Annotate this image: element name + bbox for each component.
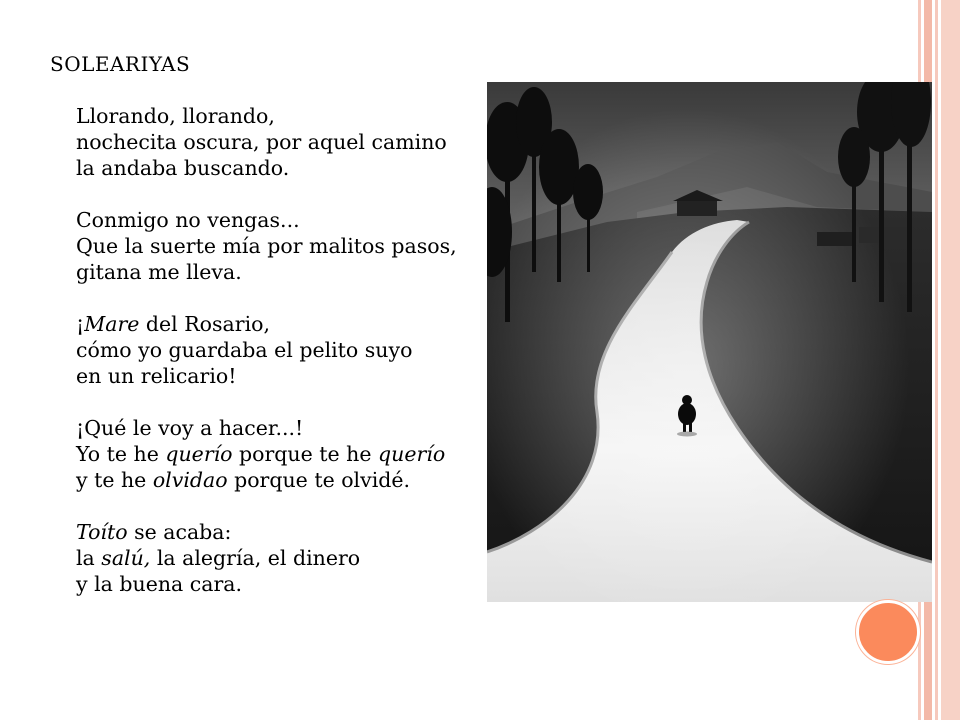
line-text: del Rosario, bbox=[139, 312, 270, 336]
italic-word: querío bbox=[378, 442, 446, 466]
line-text: ¡ bbox=[76, 312, 85, 336]
italic-word: olvidao bbox=[152, 468, 228, 492]
border-stripe bbox=[941, 0, 960, 720]
poem-line bbox=[76, 415, 457, 441]
line-text: porque te he bbox=[232, 442, 379, 466]
poem-stanza bbox=[76, 311, 457, 389]
poem-stanza bbox=[76, 519, 457, 597]
line-text: la alegría, el dinero bbox=[150, 546, 361, 570]
italic-word: querío bbox=[165, 442, 233, 466]
poem-line bbox=[76, 363, 457, 389]
poem-body bbox=[76, 103, 457, 597]
line-text: Yo te he bbox=[76, 442, 166, 466]
poem-line bbox=[76, 103, 457, 129]
line-text: Llorando, llorando, bbox=[76, 104, 275, 128]
poem-line bbox=[76, 259, 457, 285]
italic-word: Toíto bbox=[76, 520, 128, 544]
poem-line bbox=[76, 571, 457, 597]
line-text: gitana me lleva. bbox=[76, 260, 242, 284]
poem-line bbox=[76, 337, 457, 363]
line-text: y la buena cara. bbox=[76, 572, 243, 596]
poem-line bbox=[76, 467, 457, 493]
poem-line bbox=[76, 545, 457, 571]
line-text: nochecita oscura, por aquel camino bbox=[76, 130, 447, 154]
poem-stanza bbox=[76, 207, 457, 285]
line-text: Conmigo no vengas... bbox=[76, 208, 300, 232]
line-text: ¡Qué le voy a hacer...! bbox=[76, 416, 304, 440]
line-text: Que la suerte mía por malitos pasos, bbox=[76, 234, 457, 258]
poem-line bbox=[76, 207, 457, 233]
orange-circle-decoration bbox=[856, 600, 920, 664]
line-text: y te he bbox=[76, 468, 153, 492]
poem-line bbox=[76, 233, 457, 259]
poem-stanza bbox=[76, 415, 457, 493]
poem-line bbox=[76, 441, 457, 467]
poem-line bbox=[76, 311, 457, 337]
poem-line bbox=[76, 129, 457, 155]
slide-title: SOLEARIYAS bbox=[50, 52, 191, 76]
border-stripe bbox=[935, 0, 938, 720]
poem-stanza bbox=[76, 103, 457, 181]
italic-word: Mare bbox=[84, 312, 140, 336]
line-text: la andaba buscando. bbox=[76, 156, 290, 180]
line-text: porque te olvidé. bbox=[227, 468, 411, 492]
poem-line bbox=[76, 155, 457, 181]
italic-word: salú, bbox=[101, 546, 151, 570]
line-text: la bbox=[76, 546, 102, 570]
road-photo bbox=[487, 82, 932, 602]
line-text: en un relicario! bbox=[76, 364, 237, 388]
line-text: se acaba: bbox=[127, 520, 232, 544]
line-text: cómo yo guardaba el pelito suyo bbox=[76, 338, 413, 362]
poem-line bbox=[76, 519, 457, 545]
